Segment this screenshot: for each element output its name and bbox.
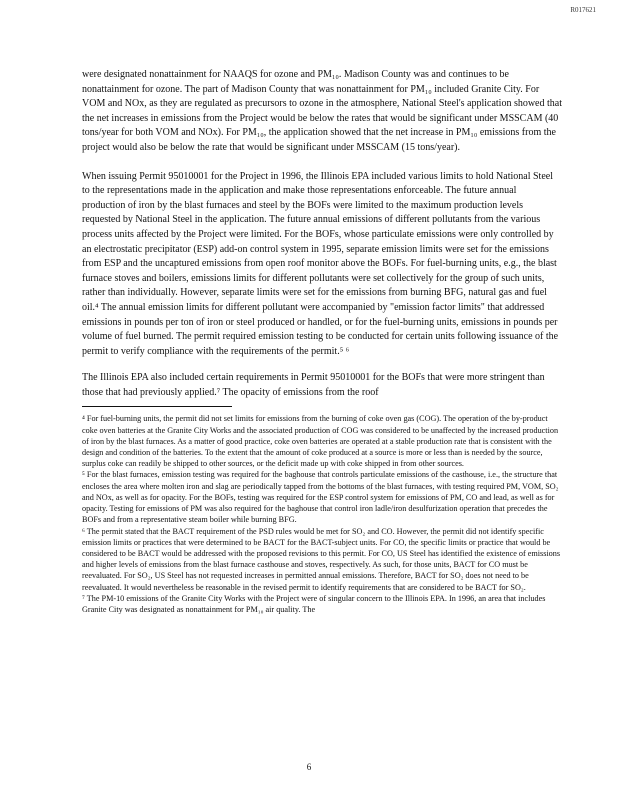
page-number: 6 [306,762,312,772]
footnote-divider [82,406,232,407]
footnote: ⁶ The permit stated that the BACT requirement of the PSD rules would be met for SO₂ and CO. However, the permit did not identify specific emission limits or practices that were determined to be BACT for the BACT-subject units. For CO, the specific limits or practice that would be considered to be BACT would be addressed with the proposed revisions to this permit. For CO, US Steel has identified the existence of emissions and higher levels of emissions from the blast furnace casthouse and stoves, respectively. As such, for those units, BACT for CO must be reevaluated. For SO₂, US Steel has not requested increases in permitted annual emissions. Therefore, BACT for SO₂ does not need to be reevaluated. It would nevertheless be reasonable in the revised permit to identify requirements that are considered to be BACT for SO₂. [82,526,561,592]
body-paragraph: The Illinois EPA also included certain requirements in Permit 95010001 for the BOFs that were more stringent than those that had previously applied.⁷ The opacity of emissions from the roof [82,372,545,398]
footnote: ⁷ The PM-10 emissions of the Granite City Works with the Project were of singular concern to the Illinois EPA. In 1996, an area that includes Granite City was designated as nonattainment for PM₁₀ air quality. The [82,593,546,614]
document-id: R017621 [570,6,596,14]
body-paragraph: were designated nonattainment for NAAQS for ozone and PM₁₀. Madison County was and continues to be nonattainment for ozone. The part of Madison County that was nonattainment for PM₁₀ included Granite City. For VOM and NOx, as they are regulated as precursors to ozone in the atmosphere, National Steel's application showed that the net increases in emissions from the Project would be below the rates that would be significant under MSSCAM (40 tons/year for both VOM and NOx). For PM₁₀, the application showed that the net increase in PM₁₀ emissions from the project would also be below the rate that would be significant under MSSCAM (15 tons/year). [82,69,562,153]
body-paragraph: When issuing Permit 95010001 for the Project in 1996, the Illinois EPA included various limits to hold National Steel to the representations made in the application and make those representations enforceable. The future annual production of iron by the blast furnaces and steel by the BOFs were limited to the maximum production levels requested by National Steel in the application. The future annual emissions of different pollutants from the various process units affected by the Project were limited. For the BOFs, whose particulate emissions were only controlled by an electrostatic precipitator (ESP) add-on control system in 1995, separate emission limits were set for the emissions from ESP and the uncaptured emissions from open roof monitor above the BOFs. For fuel-burning units, e.g., the blast furnace stoves and boilers, emissions limits for different pollutants were set collectively for the group of such units, rather than individually. However, separate limits were set for the emissions from burning BFG, natural gas and fuel oil.⁴ The annual emission limits for different pollutant were accompanied by "emission factor limits" that addressed emissions in pounds per ton of iron or steel produced or handled, or for the fuel-burning units, emissions in pounds per volume of fuel burned. The permit required emission testing to be conducted for certain units following issuance of the permit to verify compliance with the requirements of the permit.⁵ ⁶ [82,170,559,357]
footnote: ⁵ For the blast furnaces, emission testing was required for the baghouse that controls particulate emissions of the casthouse, i.e., the structure that encloses the area where molten iron and slag are periodically tapped from the bottoms of the blast furnaces, with testing required PM, VOM, SO₂ and NOx, as well as for opacity. For the BOFs, testing was required for the ESP control system for emissions of PM, CO and lead, as well as for opacity. Testing for emissions of PM was also required for the baghouse that control iron ladle/iron desulfurization operation that precedes the BOFs and from a representative steam boiler while burning BFG. [82,470,559,525]
document-page [82,68,562,615]
footnote: ⁴ For fuel-burning units, the permit did not set limits for emissions from the burning of coke oven gas (COG). The operation of the by-product coke oven batteries at the Granite City Works and the associated production of COG was considered to be unaffected by the increased production of iron by the blast furnaces. As a matter of good practice, coke oven batteries are operated at a stable production rate that is consistent with the design and condition of the batteries. To the extent that the amount of coke produced at a source is more or less than is needed by the source, surplus coke can readily be shipped to other sources, or the deficit made up with coke shipped in from other sources. [82,414,559,469]
